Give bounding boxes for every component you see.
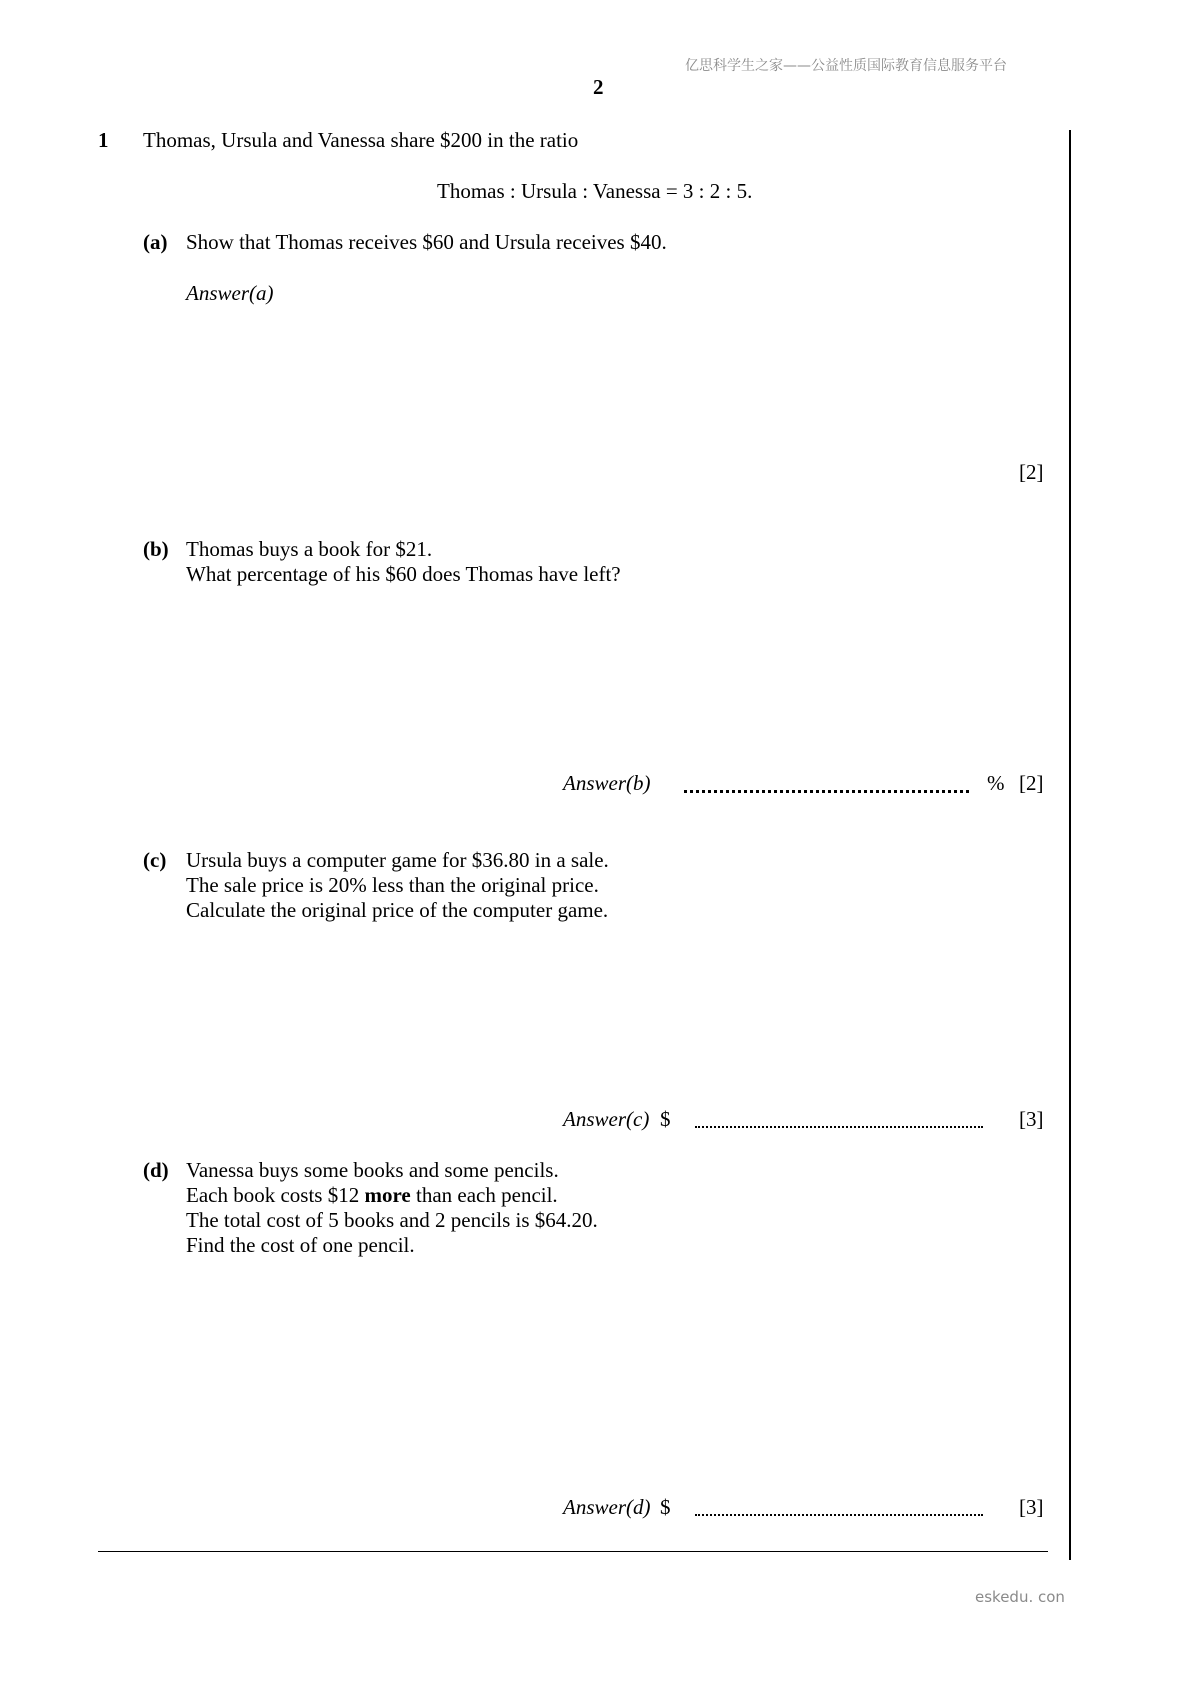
part-d-marks: [3] bbox=[1019, 1495, 1044, 1519]
part-b-unit: % bbox=[987, 771, 1005, 795]
footer-site: eskedu. con bbox=[975, 1588, 1065, 1606]
watermark-header: 亿思科学生之家——公益性质国际教育信息服务平台 bbox=[685, 58, 1007, 74]
ratio-statement: Thomas : Ursula : Vanessa = 3 : 2 : 5. bbox=[437, 179, 753, 203]
part-a-label: (a) bbox=[143, 230, 168, 254]
part-d-line-4: Find the cost of one pencil. bbox=[186, 1233, 415, 1257]
question-number: 1 bbox=[98, 128, 109, 152]
part-d-answer-label: Answer(d) bbox=[563, 1495, 651, 1519]
question-intro: Thomas, Ursula and Vanessa share $200 in the ratio bbox=[143, 128, 579, 152]
part-c-line-3: Calculate the original price of the computer game. bbox=[186, 898, 609, 922]
part-c-answer-label: Answer(c) bbox=[563, 1107, 650, 1131]
part-b-label: (b) bbox=[143, 537, 169, 561]
part-b-marks: [2] bbox=[1019, 771, 1044, 795]
part-a-text: Show that Thomas receives $60 and Ursula receives $40. bbox=[186, 230, 667, 254]
part-b-line-2: What percentage of his $60 does Thomas have left? bbox=[186, 562, 621, 586]
part-d-line-1: Vanessa buys some books and some pencils. bbox=[186, 1158, 559, 1182]
part-b-line-1: Thomas buys a book for $21. bbox=[186, 537, 433, 561]
part-d-line-2-emphasis: more bbox=[364, 1183, 411, 1207]
part-d-line-2 bbox=[186, 1183, 558, 1208]
right-margin-rule bbox=[1069, 130, 1071, 1560]
part-c-line-2: The sale price is 20% less than the original price. bbox=[186, 873, 599, 897]
part-c-currency: $ bbox=[660, 1107, 671, 1131]
part-b-answer-line[interactable] bbox=[684, 790, 969, 793]
part-d-label: (d) bbox=[143, 1158, 169, 1182]
part-c-line-1: Ursula buys a computer game for $36.80 in a sale. bbox=[186, 848, 609, 872]
part-c-answer-line[interactable] bbox=[695, 1126, 983, 1128]
part-c-marks: [3] bbox=[1019, 1107, 1044, 1131]
bottom-rule bbox=[98, 1551, 1048, 1552]
part-c-label: (c) bbox=[143, 848, 167, 872]
part-a-marks: [2] bbox=[1019, 460, 1044, 484]
page-number: 2 bbox=[593, 75, 604, 99]
part-a-answer-label: Answer(a) bbox=[186, 281, 274, 305]
part-d-answer-line[interactable] bbox=[695, 1514, 983, 1516]
part-b-answer-label: Answer(b) bbox=[563, 771, 651, 795]
part-d-line-3: The total cost of 5 books and 2 pencils is $64.20. bbox=[186, 1208, 598, 1232]
part-d-line-2-pre: Each book costs $12 bbox=[186, 1183, 365, 1207]
part-d-currency: $ bbox=[660, 1495, 671, 1519]
part-d-line-2-post: than each pencil. bbox=[410, 1183, 558, 1207]
